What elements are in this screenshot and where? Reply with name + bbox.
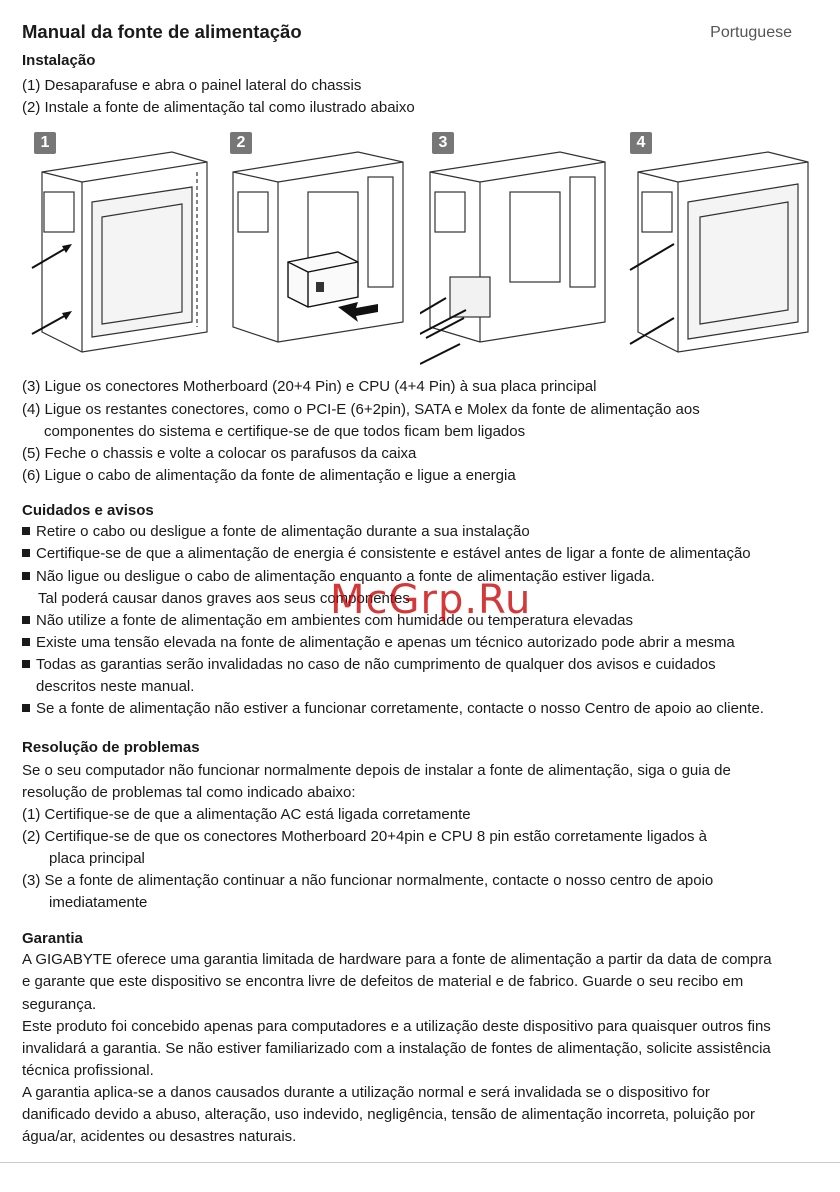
caution-item: Se a fonte de alimentação não estiver a funcionar corretamente, contacte o nosso Centro de apoio ao cliente. [22, 698, 764, 720]
caution-item: Não ligue ou desligue o cabo de alimentação enquanto a fonte de alimentação estiver ligada. [22, 566, 655, 588]
caution-item: Existe uma tensão elevada na fonte de alimentação e apenas um técnico autorizado pode abrir a mesma [22, 632, 735, 654]
bullet-icon [22, 704, 30, 712]
install-step-4: (4) Ligue os restantes conectores, como o PCI-E (6+2pin), SATA e Molex da fonte de alimentação aos [22, 401, 700, 418]
warranty-heading: Garantia [22, 930, 83, 947]
warranty-line: invalidará a garantia. Se não estiver familiarizado com a instalação de fontes de alimentação, solicite assistência [22, 1040, 771, 1057]
warranty-line: água/ar, acidentes ou desastres naturais. [22, 1128, 297, 1145]
warranty-line: e garante que este dispositivo se encontra livre de defeitos de material e de fabrico. Guarde o seu recibo em [22, 973, 744, 990]
watermark: McGrp.Ru [330, 577, 532, 623]
step-badge-4: 4 [630, 132, 652, 154]
warranty-line: segurança. [22, 996, 97, 1013]
caution-item: Retire o cabo ou desligue a fonte de alimentação durante a sua instalação [22, 521, 530, 543]
cautions-heading: Cuidados e avisos [22, 502, 154, 519]
warranty-line: danificado devido a abuso, alteração, uso indevido, negligência, tensão de alimentação incorreta, poluição por [22, 1106, 755, 1123]
bullet-icon [22, 572, 30, 580]
install-step-2: (2) Instale a fonte de alimentação tal como ilustrado abaixo [22, 99, 415, 116]
install-step-6: (6) Ligue o cabo de alimentação da fonte de alimentação e ligue a energia [22, 467, 516, 484]
troubleshooting-line: placa principal [49, 850, 145, 867]
caution-item: Todas as garantias serão invalidadas no caso de não cumprimento de qualquer dos avisos e cuidados [22, 654, 716, 676]
figure-step-4 [618, 132, 818, 372]
warranty-line: A GIGABYTE oferece uma garantia limitada de hardware para a fonte de alimentação a partir da data de compra [22, 951, 772, 968]
psu-screws-illustration [420, 132, 620, 372]
troubleshooting-heading: Resolução de problemas [22, 739, 200, 756]
step-badge-1: 1 [34, 132, 56, 154]
install-step-5: (5) Feche o chassis e volte a colocar os parafusos da caixa [22, 445, 417, 462]
troubleshooting-line: (2) Certifique-se de que os conectores Motherboard 20+4pin e CPU 8 pin estão corretamente ligados à [22, 828, 707, 845]
installation-figure [22, 126, 818, 376]
chassis-open-panel-illustration [22, 132, 222, 372]
figure-step-1 [22, 132, 222, 372]
troubleshooting-line: (3) Se a fonte de alimentação continuar a não funcionar normalmente, contacte o nosso centro de apoio [22, 872, 714, 889]
installation-heading: Instalação [22, 52, 96, 69]
chassis-closed-illustration [618, 132, 818, 372]
install-step-1: (1) Desaparafuse e abra o painel lateral do chassis [22, 77, 362, 94]
warranty-line: A garantia aplica-se a danos causados durante a utilização normal e será invalidada se o dispositivo for [22, 1084, 710, 1101]
figure-step-2 [218, 132, 418, 372]
troubleshooting-line: resolução de problemas tal como indicado abaixo: [22, 784, 356, 801]
bullet-icon [22, 616, 30, 624]
warranty-line: Este produto foi concebido apenas para computadores e a utilização deste dispositivo para quaisquer outros fins [22, 1018, 771, 1035]
troubleshooting-line: (1) Certifique-se de que a alimentação AC está ligada corretamente [22, 806, 471, 823]
figure-step-3 [420, 132, 620, 372]
bullet-icon [22, 660, 30, 668]
troubleshooting-line: Se o seu computador não funcionar normalmente depois de instalar a fonte de alimentação, siga o guia de [22, 762, 731, 779]
psu-insert-illustration [218, 132, 418, 372]
warranty-line: técnica profissional. [22, 1062, 154, 1079]
step-badge-3: 3 [432, 132, 454, 154]
install-step-4-cont: componentes do sistema e certifique-se de que todos ficam bem ligados [44, 423, 526, 440]
bullet-icon [22, 549, 30, 557]
language-label: Portuguese [710, 24, 792, 41]
install-step-3: (3) Ligue os conectores Motherboard (20+4 Pin) e CPU (4+4 Pin) à sua placa principal [22, 378, 597, 395]
bullet-icon [22, 527, 30, 535]
troubleshooting-line: imediatamente [49, 894, 148, 911]
bullet-icon [22, 638, 30, 646]
page-title: Manual da fonte de alimentação [22, 21, 302, 42]
caution-item-cont: Tal poderá causar danos graves aos seus componentes [38, 590, 410, 607]
caution-item: Não utilize a fonte de alimentação em ambientes com humidade ou temperatura elevadas [22, 610, 633, 632]
footer-divider [0, 1162, 840, 1163]
caution-item: Certifique-se de que a alimentação de energia é consistente e estável antes de ligar a fonte de alimentação [22, 543, 751, 565]
caution-item-cont: descritos neste manual. [36, 678, 195, 695]
step-badge-2: 2 [230, 132, 252, 154]
